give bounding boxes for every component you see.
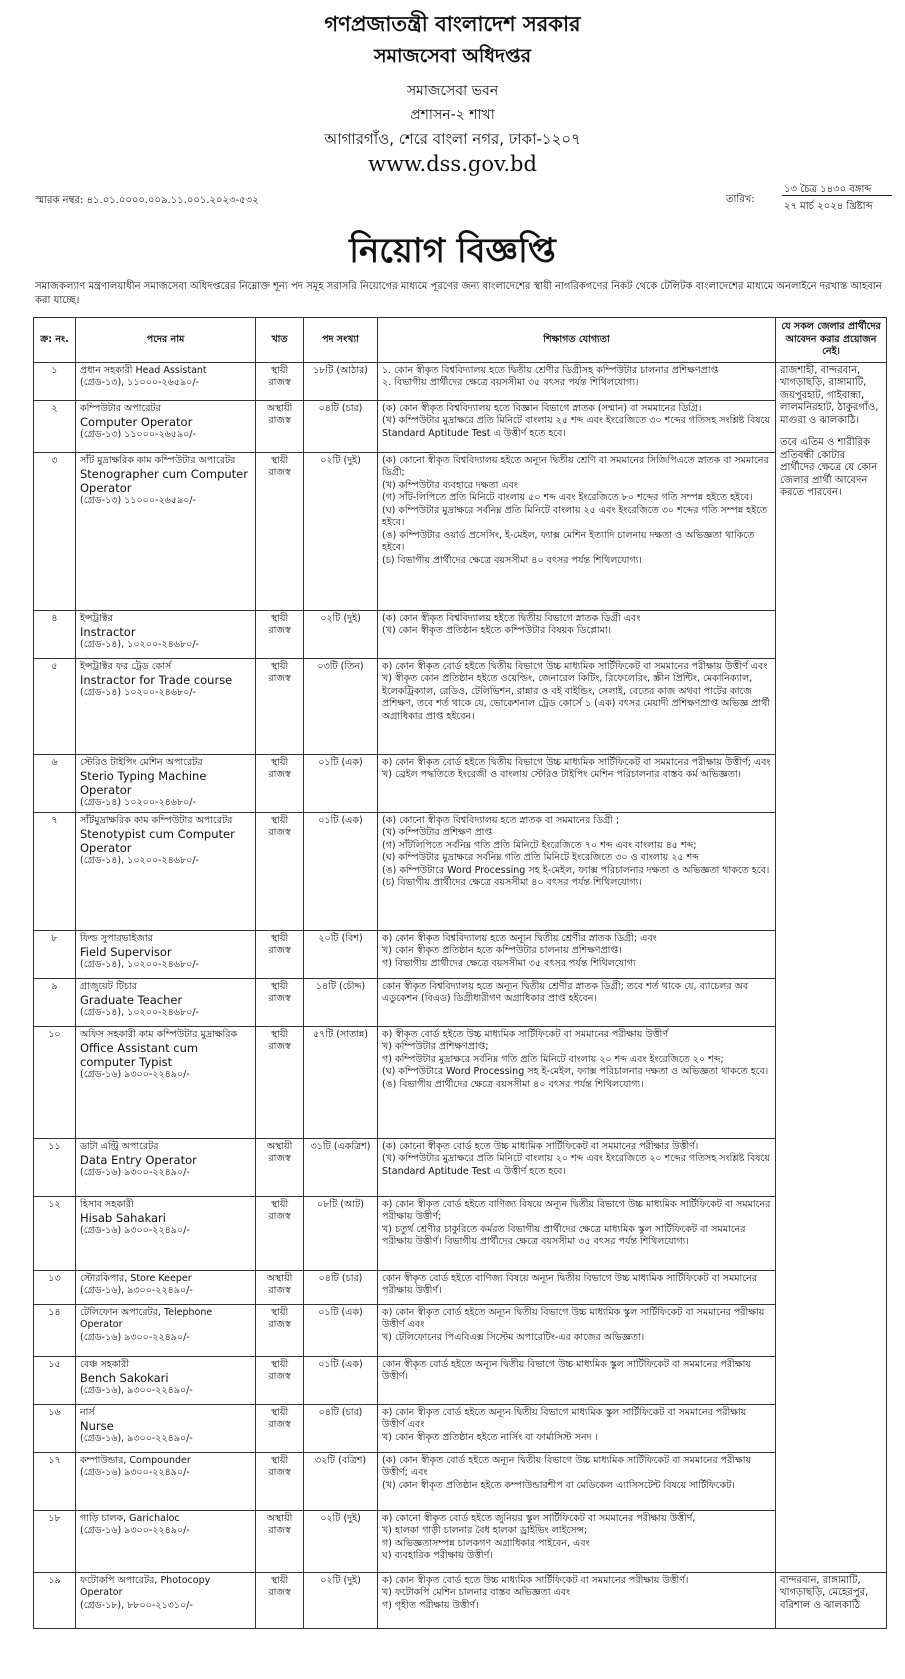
row-serial: ৪ [34, 610, 76, 658]
row-type: স্থায়ী রাজস্ব [256, 1572, 304, 1628]
post-grade: (গ্রেড-১৩), ১১০০০-২৬৫৯০/- [80, 377, 199, 388]
row-type: স্থায়ী রাজস্ব [256, 362, 304, 400]
row-post [76, 610, 256, 658]
qualification-item: খ) কোন স্বীকৃত প্রতিষ্ঠান হতে কম্পিউটার চালনায় প্রশিক্ষণপ্রাপ্ত। [382, 945, 622, 956]
row-post [76, 812, 256, 930]
row-count: ৩১টি (একত্রিশ) [304, 1138, 378, 1196]
row-post [76, 1572, 256, 1628]
header-remarks: যে সকল জেলার প্রার্থীদের আবেদন করার প্রয়োজন নেই। [776, 318, 887, 363]
row-count: ০২টি (দুই) [304, 610, 378, 658]
qualification-item: ক) কোন স্বীকৃত বোর্ড হইতে অন্যূন দ্বিতীয় বিভাগে উচ্চ মাধ্যমিক স্কুল সার্টিফিকেট বা সমমানের পরীক্ষায় উত্তীর্ণ এবং [382, 1306, 765, 1330]
post-grade: (গ্রেড-১৬) ৯৩০০-২২৪৯০/- [80, 1331, 190, 1343]
post-name-bn: গ্রাজুয়েট টিচার [80, 980, 137, 992]
vacancy-table [33, 317, 887, 1629]
table-row [34, 1404, 887, 1452]
row-type: অস্থায়ী রাজস্ব [256, 1270, 304, 1304]
row-serial: ৮ [34, 930, 76, 978]
post-grade: (গ্রেড-১৬), ৯৩০০-২২৪৯০/- [80, 1385, 193, 1396]
table-row [34, 1196, 887, 1270]
row-post [76, 1356, 256, 1404]
qualification-item: কোন স্বীকৃত বোর্ড হইতে বাণিজ্য বিষয়ে অন্যূন দ্বিতীয় বিভাগে উচ্চ মাধ্যমিক সার্টিফিকেট বা সমমানের পরীক্ষায় উত্তীর্ণ। [382, 1272, 757, 1296]
qualification-item: ক) কোন স্বীকৃত বোর্ড হইতে অন্যূন দ্বিতীয় বিভাগে মাধ্যমিক স্কুল সার্টিফিকেট বা সমমানের পরীক্ষায় উত্তীর্ণ এবং [382, 1406, 747, 1430]
post-name-en: Hisab Sahakari [80, 1211, 166, 1225]
qualification-item: (ক) কোনো স্বীকৃত বিশ্ববিদ্যালয় হইতে অন্যূন দ্বিতীয় শ্রেণি বা সমমানের সিজিপিএতে স্নাতক বা সমমানের ডিগ্রী; [382, 454, 769, 478]
row-qualification [378, 1452, 776, 1510]
row-serial: ৯ [34, 978, 76, 1026]
qualification-item: খ) কোন স্বীকৃত প্রতিষ্ঠান হইতে নার্সিং বা ফার্মাসিস্ট সনদ । [382, 1431, 598, 1443]
row-serial: ২ [34, 400, 76, 452]
row-count: ০৪টি (চার) [304, 1404, 378, 1452]
row-type: স্থায়ী রাজস্ব [256, 1196, 304, 1270]
table-header-row [34, 318, 887, 363]
row-count: ০৪টি (চার) [304, 400, 378, 452]
table-row [34, 754, 887, 812]
row-serial: ১৪ [34, 1304, 76, 1356]
qualification-item: (ক) কোন স্বীকৃত বিশ্ববিদ্যালয় হইতে দ্বিতীয় বিভাগে স্নাতক ডিগ্রী এবং [382, 612, 641, 624]
row-serial: ১৩ [34, 1270, 76, 1304]
table-row [34, 400, 887, 452]
intro-paragraph: সমাজকল্যাণ মন্ত্রণালয়াধীন সমাজসেবা অধিদপ্তরের নিম্নোক্ত শূন্য পদ সমূহ সরাসরি নিয়োগের মাধ্যমে পূরণের জন্য বাংলাদেশের স্থায়ী নাগরিকগণের নিকট থেকে টেলিটক বাংলাদেশের মাধ্যমে অনলাইনে দরখাস্ত আহবান করা যাচ্ছে। [35, 281, 882, 306]
row-type: স্থায়ী রাজস্ব [256, 1452, 304, 1510]
row-count: ০১টি (এক) [304, 754, 378, 812]
qualification-item: (ঙ) কম্পিউটারে Word Processing সহ ই-মেইল, ফ্যাক্স পরিচালনার দক্ষতা ও অভিজ্ঞতা থাকতে হবে। [382, 864, 770, 876]
qualification-item: (ঘ) কম্পিউটার মুদ্রাক্ষরে সর্বনিম্ন প্রতি মিনিটে বাংলায় ২৫ এবং ইংরেজিতে ৩০ শব্দের গতি সম্পন্ন হইতে হইবে। [382, 504, 768, 528]
row-count: ০২টি (দুই) [304, 452, 378, 610]
post-name-bn: ইন্সট্রাক্টর ফর ট্রেড কোর্স [80, 660, 172, 672]
date-label: তারিখ: [726, 194, 755, 205]
table-row [34, 658, 887, 754]
row-type: স্থায়ী রাজস্ব [256, 1304, 304, 1356]
qualification-item: (ঙ) বিভাগীয় প্রার্থীদের ক্ষেত্রে বয়সসীমা ৪০ বৎসর পর্যন্ত শিথিলযোগ্য। [382, 1078, 644, 1090]
row-count: ৫৭টি (সাতান্ন) [304, 1026, 378, 1138]
row-serial: ১২ [34, 1196, 76, 1270]
row-serial: ১৫ [34, 1356, 76, 1404]
post-name-en: Field Supervisor [80, 945, 172, 959]
qualification-item: ক) কোন স্বীকৃত বোর্ড হতে উচ্চ মাধ্যমিক সার্টিফিকেট বা সমমানের পরীক্ষায় উত্তীর্ণ। [382, 1574, 689, 1586]
post-grade: (গ্রেড-১৩) ১১০০০-২৬৫৯০/- [80, 429, 196, 440]
row-type: স্থায়ী রাজস্ব [256, 452, 304, 610]
row-count: ১৮টি (আঠার) [304, 362, 378, 400]
qualification-item: (খ) কম্পিউটার ব্যবহারে দক্ষতা এবং [382, 479, 518, 491]
post-grade: (গ্রেড-১৮), ৮৮০০-২১৩১০/- [80, 1599, 193, 1611]
table-row [34, 812, 887, 930]
row-post [76, 930, 256, 978]
post-name-bn: সাঁট মুদ্রাক্ষরিক কাম কম্পিউটার অপারেটর [80, 454, 236, 466]
row-type: স্থায়ী রাজস্ব [256, 1026, 304, 1138]
post-grade: (গ্রেড-১৪) ১০২০০-২৪৬৮০/- [80, 687, 196, 698]
table-row [34, 1572, 887, 1628]
qualification-item: ক) কোনো স্বীকৃত বোর্ড হইতে জুনিয়র স্কুল সার্টিফিকেট বা সমমানের পরীক্ষায় উত্তীর্ণ, [382, 1512, 696, 1524]
row-qualification [378, 1304, 776, 1356]
row-serial: ১৭ [34, 1452, 76, 1510]
row-qualification [378, 930, 776, 978]
row-qualification [378, 1270, 776, 1304]
row-serial: ১৬ [34, 1404, 76, 1452]
date-bangla: ১৩ চৈত্র ১৪৩০ বঙ্গাব্দ [784, 184, 872, 195]
row-post [76, 1196, 256, 1270]
date-english: ২৭ মার্চ ২০২৪ খ্রিষ্টাব্দ [784, 201, 873, 212]
row-count: ১৪টি (চৌদ্দ) [304, 978, 378, 1026]
post-name-bn: ইন্সট্রাক্টর [80, 612, 113, 624]
post-grade: (গ্রেড-১৪), ১০২০০-২৪৬৮০/- [80, 639, 199, 650]
post-grade: (গ্রেড-১৪), ১০২০০-২৪৬৮০/- [80, 855, 199, 866]
row-qualification [378, 1196, 776, 1270]
row-serial: ১০ [34, 1026, 76, 1138]
row-serial: ৫ [34, 658, 76, 754]
post-grade: (গ্রেড-১৪) ১০২০০-২৪৬৮০/- [80, 797, 196, 808]
post-grade: (গ্রেড-১৬), ৯৩০০-২২৪৯০/- [80, 1285, 193, 1296]
post-name-bn: কম্পিউটার অপারেটর [80, 402, 161, 414]
qualification-item: ২. বিভাগীয় প্রার্থীদের ক্ষেত্রে বয়সসীমা ৩৫ বৎসর পর্যন্ত শিথিলযোগ্য। [382, 377, 639, 388]
row-count: ০৩টি (তিন) [304, 658, 378, 754]
quota-note: তবে এতিম ও শারীরিক প্রতিবন্ধী কোটার প্রার্থীদের ক্ষেত্রে যে কোন জেলার প্রার্থী আবেদন করতে পারবেন। [780, 437, 878, 498]
page-title: নিয়োগ বিজ্ঞপ্তি [349, 231, 556, 271]
qualification-item: (ঘ) কম্পিউটার মুদ্রাক্ষরে সর্বনিম্ন গতি প্রতি মিনিটে ইংরেজিতে ৩০ ও বাংলায় ২৫ শব্দ [382, 852, 699, 863]
post-name-bn: স্টোরকিপার, Store Keeper [80, 1272, 192, 1284]
row-serial: ১১ [34, 1138, 76, 1196]
qualification-item: (ক) কোনো স্বীকৃত বোর্ড হতে উচ্চ মাধ্যমিক সার্টিফিকেট বা সমমানের পরীক্ষার উত্তীর্ণ। [382, 1140, 699, 1152]
row-type: স্থায়ী রাজস্ব [256, 812, 304, 930]
row-post [76, 658, 256, 754]
row-serial: ৭ [34, 812, 76, 930]
post-name-en: Instractor [80, 625, 136, 639]
qualification-item: খ) কম্পিউটার প্রশিক্ষণপ্রাপ্ত; [382, 1041, 489, 1052]
qualification-item: খ) হালকা গাড়ী চালনার বৈধ হালকা ড্রাইভিং লাইসেন্স; [382, 1525, 588, 1536]
post-grade: (গ্রেড-১৪), ১০২০০-২৪৬৮০/- [80, 1007, 199, 1018]
post-name-en: Office Assistant cum computer Typist [80, 1041, 199, 1069]
qualification-item: (ক) কোন স্বীকৃত বিশ্ববিদ্যালয় হতে বিজ্ঞান বিভাগে স্নাতক (সম্মান) বা সমমানের ডিগ্রি। [382, 402, 702, 414]
remarks-cell [776, 362, 887, 1572]
qualification-item: খ) টেলিফোনের পিএবিএক্স সিস্টেম অপারেটিং-এর কাজের অভিজ্ঞতা। [382, 1331, 645, 1343]
row-post [76, 452, 256, 610]
post-name-bn: হিসাব সহকারী [80, 1198, 134, 1210]
qualification-item: ক) কোন স্বীকৃত বিশ্ববিদ্যালয় হতে অন্যূন দ্বিতীয় শ্রেণীর স্নাতক ডিগ্রী; এবং [382, 932, 657, 944]
qualification-item: খ) ফটোকপি মেশিন চালনার বাস্তব অভিজ্ঞতা এবং [382, 1587, 571, 1598]
row-type: স্থায়ী রাজস্ব [256, 930, 304, 978]
row-post [76, 1452, 256, 1510]
post-grade: (গ্রেড-১৬) ৯৩০০-২২৪৯০/- [80, 1069, 190, 1080]
post-name-en: Nurse [80, 1419, 114, 1433]
post-name-en: Data Entry Operator [80, 1153, 197, 1167]
department-heading: সমাজসেবা অধিদপ্তর [373, 45, 532, 67]
qualification-item: (ক) কোন স্বীকৃত বোর্ড হইতে অন্যূন দ্বিতীয় বিভাগে উচ্চ মাধ্যমিক সার্টিফিকেট বা সমমানের পরীক্ষায় উত্তীর্ণ; এবং [382, 1454, 752, 1478]
post-name-en: Graduate Teacher [80, 993, 183, 1007]
header-post: পদের নাম [76, 318, 256, 363]
row-serial: ৬ [34, 754, 76, 812]
table-row [34, 930, 887, 978]
website: www.dss.gov.bd [368, 152, 537, 176]
row-post [76, 1404, 256, 1452]
row-type: অস্থায়ী রাজস্ব [256, 1510, 304, 1572]
row-type: অস্থায়ী রাজস্ব [256, 400, 304, 452]
row-qualification [378, 1026, 776, 1138]
post-name-bn: নার্স [80, 1406, 95, 1418]
post-grade: (গ্রেড-১৬), ৯৩০০-২২৪৯০/- [80, 1433, 193, 1444]
post-grade: (গ্রেড-১৬) ৯৩০০-২২৪৯০/- [80, 1525, 190, 1536]
qualification-item: (চ) বিভাগীয় প্রার্থীদের ক্ষেত্রে বয়সসীমা ৪০ বৎসর পর্যন্ত শিথিলযোগ্য। [382, 877, 642, 888]
row-qualification [378, 452, 776, 610]
qualification-item: গ) অভিজ্ঞতাসম্পন্ন চালকগণ অগ্রাধিকার পাইবেন, এবং [382, 1537, 590, 1549]
row-post [76, 1270, 256, 1304]
post-name-bn: গাড়ি চালক, Garichaloc [80, 1512, 180, 1524]
qualification-item: কোন স্বীকৃত বিশ্ববিদ্যালয় হতে অন্যূন দ্বিতীয় শ্রেণীর স্নাতক ডিগ্রী; তবে শর্ত থাকে যে, ব্যাচেলর অব এডুকেশন (বিএড) ডিগ্রীধারীগণ অগ্রাধিকার প্রাপ্ত হইবেন। [382, 980, 749, 1004]
qualification-item: ক) কোন স্বীকৃত বোর্ড হইতে দ্বিতীয় বিভাগে উচ্চ মাধ্যমিক সার্টিফিকেট বা সমমানের পরীক্ষায় উত্তীর্ণ; এবং [382, 756, 771, 768]
spacer [780, 427, 882, 437]
row-serial: ৩ [34, 452, 76, 610]
row-type: স্থায়ী রাজস্ব [256, 1404, 304, 1452]
post-name-bn: ফিল্ড সুপারভাইজার [80, 932, 153, 944]
branch-name: প্রশাসন-২ শাখা [410, 107, 495, 123]
row-qualification [378, 1138, 776, 1196]
qualification-item: কোন স্বীকৃত বোর্ড হইতে অন্যূন দ্বিতীয় বিভাগে উচ্চ মাধ্যমিক স্কুল সার্টিফিকেট বা সমমানের পরীক্ষায় উত্তীর্ণ। [382, 1358, 751, 1382]
row-serial: ১ [34, 362, 76, 400]
row-post [76, 1026, 256, 1138]
row-type: স্থায়ী রাজস্ব [256, 978, 304, 1026]
qualification-item: ক) কোন স্বীকৃত বোর্ড হইতে বাণিজ্য বিষয়ে অন্যূন দ্বিতীয় বিভাগে উচ্চ মাধ্যমিক সার্টিফিকেট বা সমমানের পরীক্ষায় উত্তীর্ণ; [382, 1198, 771, 1222]
header-type: খাত [256, 318, 304, 363]
table-row [34, 1304, 887, 1356]
row-type: স্থায়ী রাজস্ব [256, 610, 304, 658]
row-post [76, 978, 256, 1026]
qualification-item: (ঘ) কম্পিউটারে Word Processing সহ ই-মেইল, ফ্যাক্স পরিচালনার দক্ষতা ও অভিজ্ঞতা থাকতে হবে। [382, 1066, 769, 1077]
qualification-item: ঘ) ব্যবহারিক পরীক্ষায় উত্তীর্ণ। [382, 1550, 493, 1561]
row-post [76, 754, 256, 812]
row-qualification [378, 1356, 776, 1404]
qualification-item: (খ) কোন স্বীকৃত প্রতিষ্ঠান হইতে কম্পাউন্ডারশীপ বা মেডিকেল এ্যাসিসটেন্ট বিষয়ে সার্টিফিকেট। [382, 1479, 735, 1491]
post-grade: (গ্রেড-১৬) ৯৩০০-২২৪৯০/- [80, 1467, 190, 1478]
row-post [76, 1510, 256, 1572]
qualification-item: ক) কোন স্বীকৃত বোর্ড হইতে দ্বিতীয় বিভাগে উচ্চ মাধ্যমিক সার্টিফিকেট বা সমমানের পরীক্ষায় উত্তীর্ণ এবং [382, 660, 768, 672]
qualification-item: খ) স্বীকৃত কোন প্রতিষ্ঠান হইতে ওয়েল্ডিং, জেনারেল কিটিং, রিফেলেরিং, স্ক্রীন প্রিন্টিং, মেকানিক্যাল, ইলেকট্রিক্যাল, রেডিও, টেলিভিশন, রান্নার ও বই বাইন্ডিং, সেলাই, বেতের কাজ অথবা পাটের কাজে প্রশিক্ষণ, তবে শর্ত থাকে যে, ভোকেশনাল ট্রেড কোর্সে ১ (এক) বৎসর মেয়াদী প্রশিক্ষণপ্রাপ্ত অভিজ্ঞ প্রার্থী অগ্রাধিকার প্রাপ্ত হইবেন। [382, 673, 770, 722]
row-post [76, 400, 256, 452]
post-name-bn: স্টেরিও টাইপিং মেশিন অপারেটর [80, 756, 203, 768]
qualification-item: (খ) কম্পিউটার প্রশিক্ষণ প্রাপ্ত [382, 827, 493, 838]
post-name-bn: ডাটা এন্ট্রি অপারেটর [80, 1140, 159, 1152]
qualification-item: গ) কম্পিউটার মুদ্রাক্ষরে সর্বনিম্ন গতি প্রতি মিনিটে বাংলায় ২০ শব্দ এবং ইংরেজিতে ২০ শব্দ; [382, 1053, 724, 1065]
post-grade: (গ্রেড-১৬) ৯৩০০-২২৪৯০/- [80, 1167, 190, 1178]
qualification-item: (গ) সাঁট-লিপিতে প্রতি মিনিটে বাংলায় ৫০ শব্দ এবং ইংরেজিতে ৮০ শব্দের গতি সম্পন্ন হইতে হইবে। [382, 492, 753, 503]
post-grade: (গ্রেড-১৩) ১১০০০-২৬৫৯০/- [80, 495, 196, 506]
qualification-item: (ঙ) কম্পিউটার ওয়ার্ড প্রসেসিং, ই-মেইল, ফ্যাক্স মেশিন ইত্যাদি চালনায় দক্ষতা ও অভিজ্ঞতা থাকিতে হইবে। [382, 529, 755, 553]
excluded-districts: রাজশাহী, বান্দরবান, খাগড়াছড়ি, রাঙ্গামাটি, জয়পুরহাট, গাইবান্ধা, লালমনিরহাট, ঠাকুরগাঁও, মাগুরা ও ঝালকাঠি। [780, 364, 879, 426]
row-count: ০৪টি (চার) [304, 1270, 378, 1304]
qualification-item: গ) বিভাগীয় প্রার্থীদের ক্ষেত্রে বয়সসীমা ৩৫ বৎসর পর্যন্ত শিথিলযোগ্য [382, 957, 636, 969]
row-qualification [378, 754, 776, 812]
table-row [34, 610, 887, 658]
row-qualification [378, 610, 776, 658]
qualification-item: খ) চতুর্থ শ্রেণীর চাকুরিতে কর্মরত বিভাগীয় প্রার্থীদের ক্ষেত্রে মাধ্যমিক স্কুল সার্টিফিকেট বা সমমানের পরীক্ষায় উত্তীর্ণ। বিভাগীয় প্রার্থীদের ক্ষেত্রে বয়সসীমা ৩৫ বৎসর পর্যন্ত শিথিলযোগ্য। [382, 1223, 746, 1247]
row-post [76, 1138, 256, 1196]
table-row [34, 1452, 887, 1510]
row-count: ০১টি (এক) [304, 1304, 378, 1356]
post-name-bn: অফিস সহকারী কাম কম্পিউটার মুদ্রাক্ষরিক [80, 1028, 238, 1040]
row-qualification [378, 362, 776, 400]
post-name-bn: সাঁটমুদ্রাক্ষরিক কাম কম্পিউটার অপারেটর [80, 814, 233, 826]
post-name-bn: বেঞ্চ সহকারী [80, 1358, 130, 1370]
row-post [76, 362, 256, 400]
remarks-cell: বান্দরবান, রাঙ্গামাটি, খাগড়াছড়ি, মেহেরপুর, বরিশাল ও ঝালকাঠি [776, 1572, 887, 1628]
row-qualification [378, 1404, 776, 1452]
row-serial: ১৯ [34, 1572, 76, 1628]
row-qualification [378, 1510, 776, 1572]
post-grade: (গ্রেড-১৪), ১০২০০-২৪৬৮০/- [80, 959, 199, 970]
address: আগারগাঁও, শেরে বাংলা নগর, ঢাকা-১২০৭ [324, 130, 581, 148]
row-type: স্থায়ী রাজস্ব [256, 1356, 304, 1404]
date-divider [782, 195, 892, 196]
table-row [34, 1138, 887, 1196]
post-name-en: Sterio Typing Machine Operator [80, 769, 207, 797]
row-count: ২০টি (বিশ) [304, 930, 378, 978]
post-name-en: Stenotypist cum Computer Operator [80, 827, 235, 855]
table-row [34, 452, 887, 610]
row-post [76, 1304, 256, 1356]
row-qualification [378, 978, 776, 1026]
row-qualification [378, 812, 776, 930]
post-name-bn: কম্পাউন্ডার, Compounder [80, 1454, 191, 1466]
table-row [34, 1510, 887, 1572]
post-name-en: Instractor for Trade course [80, 673, 233, 687]
post-name-bn: ফটোকপি অপারেটর, Photocopy Operator [80, 1574, 211, 1598]
qualification-item: খ) ব্রেইল পদ্ধতিতে ইংরেজী ও বাংলায় স্টেরিও টাইপিং মেশিন পরিচালনার বাস্তব কর্ম অভিজ্ঞতা। [382, 769, 742, 780]
qualification-item: গ) গৃহীত পরীক্ষায় উত্তীর্ণ। [382, 1599, 479, 1611]
post-name-en: Computer Operator [80, 415, 193, 429]
qualification-item: (খ) কোন স্বীকৃত প্রতিষ্ঠান হইতে কম্পিউটার বিষয়ক ডিপ্লোমা। [382, 625, 612, 636]
qualification-item: (গ) সাঁটলিপিতে সর্বনিম্ন গতি প্রতি মিনিটে ইংরেজিতে ৭০ শব্দ এবং বাংলায় ৪৫ শব্দ; [382, 839, 697, 851]
row-serial: ১৮ [34, 1510, 76, 1572]
row-count: ০১টি (এক) [304, 1356, 378, 1404]
post-name-en: Bench Sakokari [80, 1371, 169, 1385]
row-qualification [378, 400, 776, 452]
row-qualification [378, 1572, 776, 1628]
row-count: ৩২টি (বত্রিশ) [304, 1452, 378, 1510]
qualification-item: (চ) বিভাগীয় প্রার্থীদের ক্ষেত্রে বয়সসীমা ৪০ বৎসর পর্যন্ত শিথিলযোগ্য। [382, 554, 642, 566]
header-qualification: শিক্ষাগত যোগ্যতা [378, 318, 776, 363]
row-count: ০২টি (দুই) [304, 1572, 378, 1628]
header-sl: ক্র: নং. [34, 318, 76, 363]
table-row [34, 1270, 887, 1304]
row-count: ০২টি (দুই) [304, 1510, 378, 1572]
table-row [34, 1356, 887, 1404]
qualification-item: (খ) কম্পিউটার মুদ্রাক্ষরে প্রতি মিনিটে বাংলায় ২০ শব্দ এবং ইংরেজিতে ২০ শব্দের গতিসহ সংশ্লিষ্ট বিষয়ে Standard Aptitude Test এ উত্তীর্ণ হতে হবে। [382, 1153, 770, 1177]
qualification-item: ক) স্বীকৃত বোর্ড হইতে উচ্চ মাধ্যমিক সার্টিফিকেট বা সমমানের পরীক্ষায় উত্তীর্ণ [382, 1028, 669, 1040]
header-count: পদ সংখ্যা [304, 318, 378, 363]
post-name-bn: প্রধান সহকারী Head Assistant [80, 364, 207, 376]
table-row [34, 362, 887, 400]
post-grade: (গ্রেড-১৬) ৯৩০০-২২৪৯০/- [80, 1225, 190, 1236]
building-name: সমাজসেবা ভবন [406, 83, 499, 99]
post-name-en: Stenographer cum Computer Operator [80, 467, 248, 495]
table-row [34, 978, 887, 1026]
table-body [34, 362, 887, 1628]
row-type: স্থায়ী রাজস্ব [256, 754, 304, 812]
row-count: ০১টি (এক) [304, 812, 378, 930]
qualification-item: (ক) কোনো স্বীকৃত বিশ্ববিদ্যালয় হতে স্নাতক বা সমমানের ডিগ্রী ; [382, 814, 620, 826]
table-row [34, 1026, 887, 1138]
memo-number: স্মারক নম্বর: ৪১.০১.০০০০.০০৯.১১.০০১.২০২৩-৫৩২ [35, 195, 259, 206]
row-count: ০৮টি (আট) [304, 1196, 378, 1270]
qualification-item: (খ) কম্পিউটার মুদ্রাক্ষরে প্রতি মিনিটে বাংলায় ২৫ শব্দ এবং ইংরেজিতে ৩০ শব্দের গতিসহ সংশ্লিষ্ট বিষয়ে Standard Aptitude Test এ উত্তীর্ণ হতে হবে। [382, 415, 770, 439]
qualification-item: ১. কোন স্বীকৃত বিশ্ববিদ্যালয় হতে দ্বিতীয় শ্রেণীর ডিগ্রীসহ কম্পিউটার চালনার প্রশিক্ষণপ্রাপ্ত [382, 364, 719, 376]
govt-heading: গণপ্রজাতন্ত্রী বাংলাদেশ সরকার [324, 12, 581, 36]
post-name-bn: টেলিফোন অপারেটর, Telephone Operator [80, 1306, 213, 1330]
row-type: অস্থায়ী রাজস্ব [256, 1138, 304, 1196]
row-type: স্থায়ী রাজস্ব [256, 658, 304, 754]
row-qualification [378, 658, 776, 754]
